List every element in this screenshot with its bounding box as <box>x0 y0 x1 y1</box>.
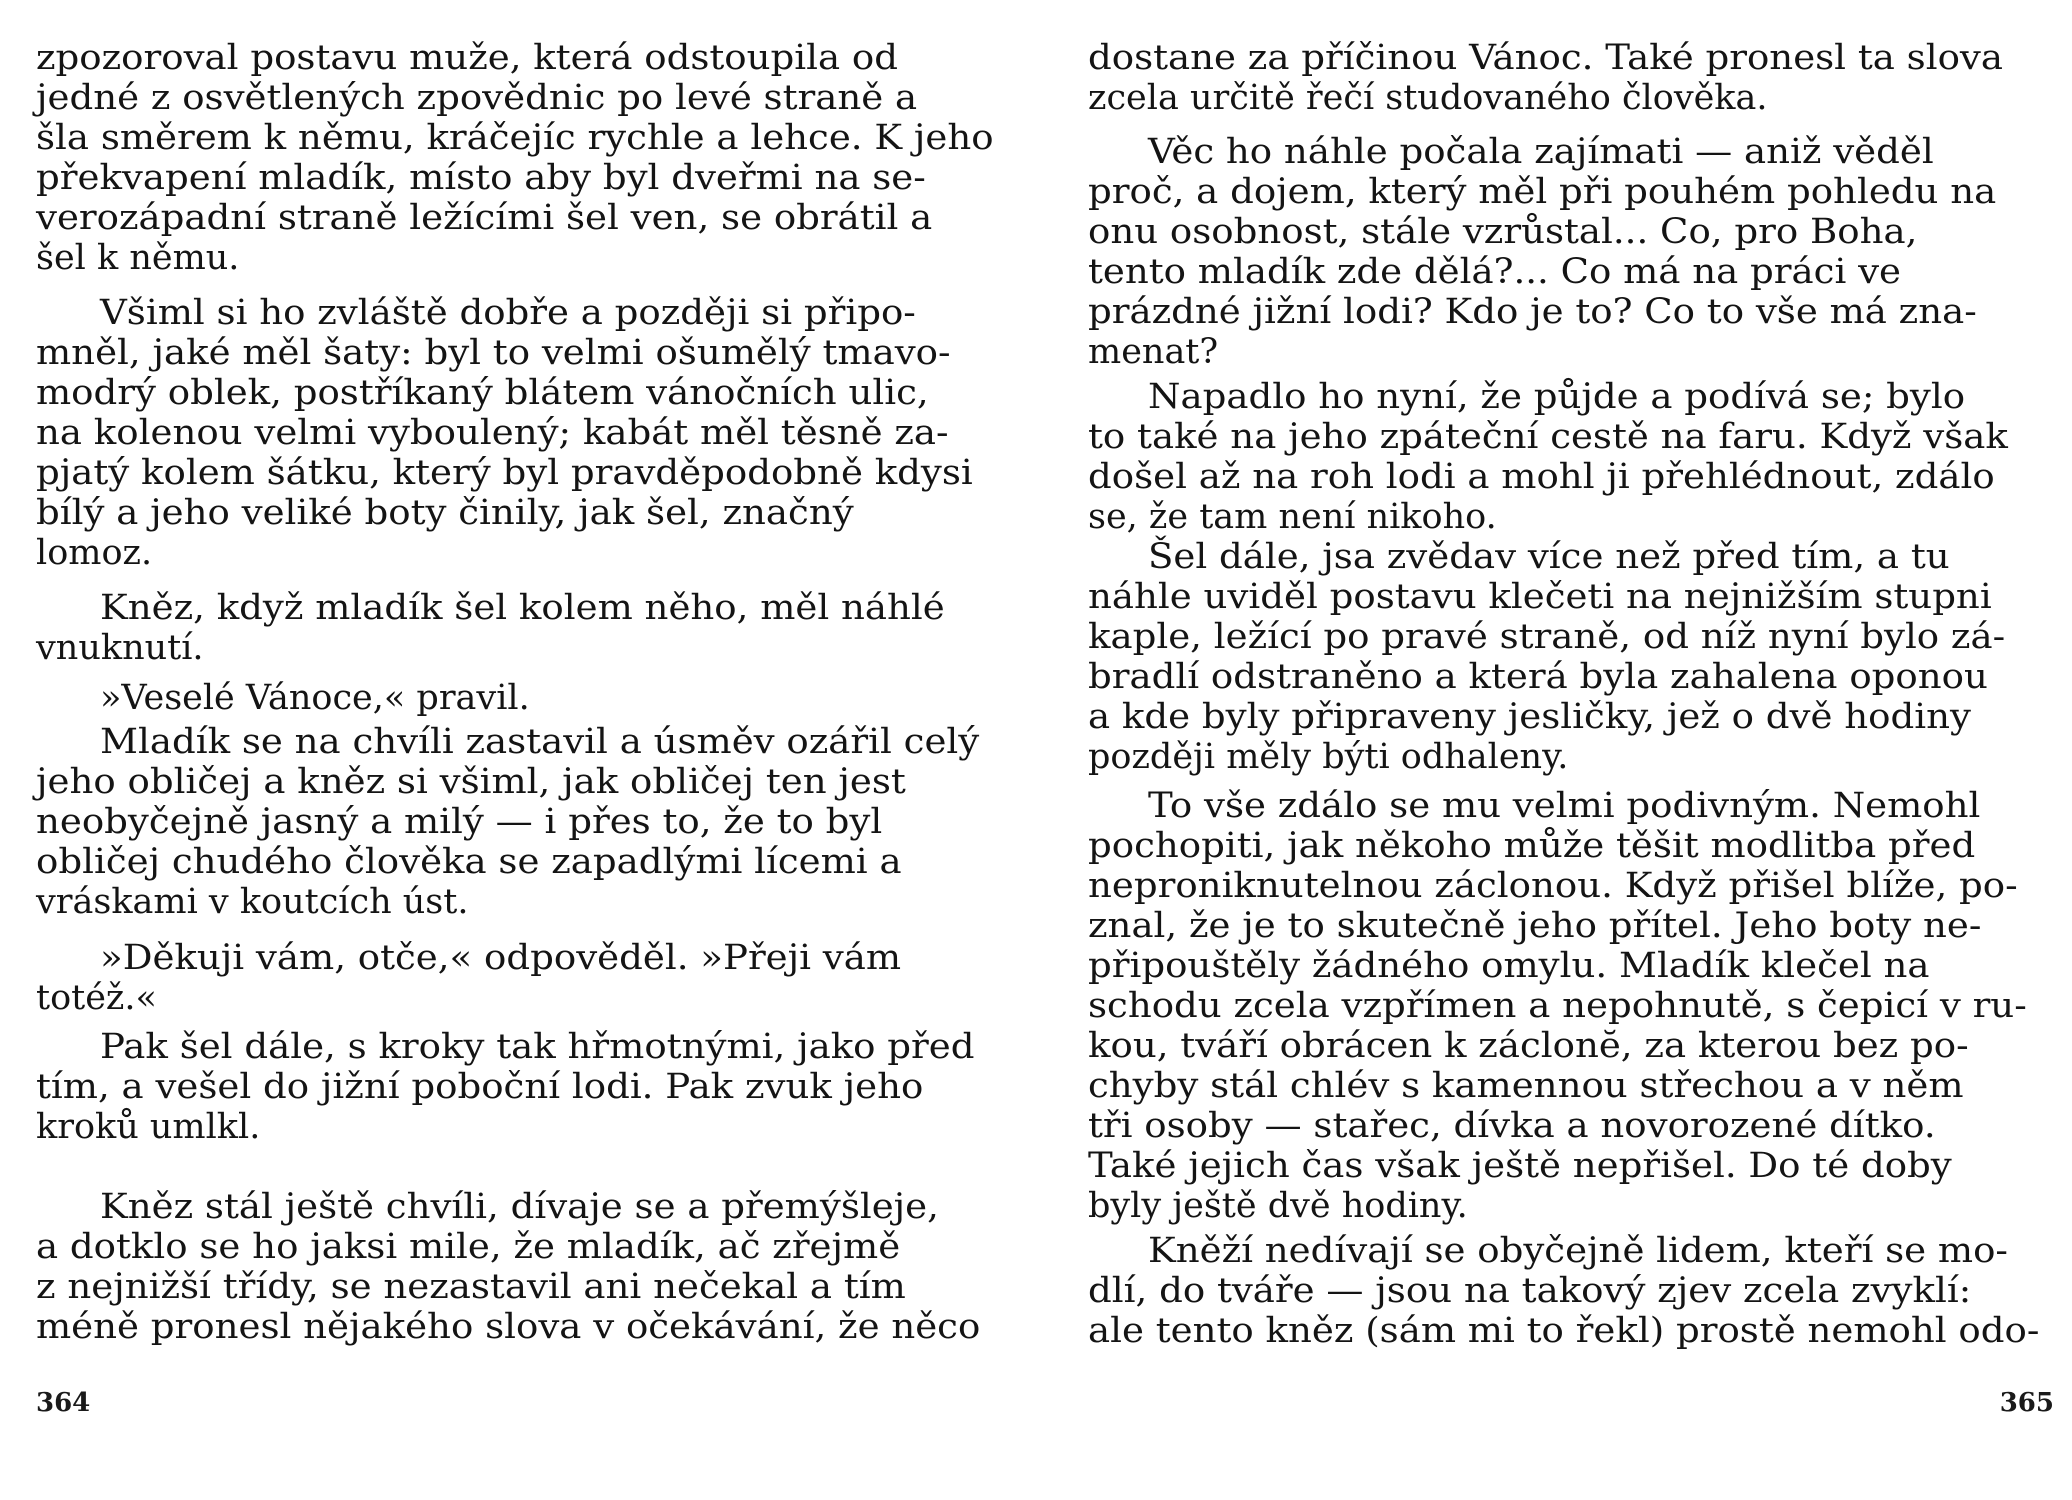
text-line: prázdné jižní lodi? Kdo je to? Co to vše má zna- <box>1088 292 1977 332</box>
text-line: obličej chudého člověka se zapadlými lícemi a <box>36 842 902 882</box>
text-line: verozápadní straně ležícími šel ven, se obrátil a <box>36 198 933 238</box>
text-line: šla směrem k němu, kráčejíc rychle a lehce. K jeho <box>36 118 994 158</box>
text-line: Šel dále, jsa zvědav více než před tím, a tu <box>1148 537 1950 577</box>
text-line: schodu zcela vzpřímen a nepohnutě, s čepicí v ru- <box>1088 986 2027 1026</box>
text-line: jeho obličej a kněz si všiml, jak obličej ten jest <box>36 762 906 802</box>
text-line: neobyčejně jasný a milý — i přes to, že to byl <box>36 802 883 842</box>
text-line: modrý oblek, postříkaný blátem vánočních ulic, <box>36 373 929 413</box>
text-line: a dotklo se ho jaksi mile, že mladík, ač zřejmě <box>36 1227 901 1267</box>
text-line: ale tento kněz (sám mi to řekl) prostě nemohl odo- <box>1088 1311 2040 1351</box>
text-line: se, že tam není nikoho. <box>1088 497 1497 537</box>
text-line: onu osobnost, stále vzrůstal... Co, pro Boha, <box>1088 212 1918 252</box>
text-line: chyby stál chlév s kamennou střechou a v něm <box>1088 1066 1964 1106</box>
text-line: Kněží nedívají se obyčejně lidem, kteří se mo- <box>1148 1231 2008 1271</box>
text-line: překvapení mladík, místo aby byl dveřmi na se- <box>36 158 926 198</box>
text-line: vnuknutí. <box>36 628 204 668</box>
text-line: kou, tváří obrácen k záclonĕ, za kterou bez po- <box>1088 1026 1969 1066</box>
text-line: jedné z osvětlených zpovědnic po levé straně a <box>36 78 918 118</box>
text-line: mněl, jaké měl šaty: byl to velmi ošumělý tmavo- <box>36 333 951 373</box>
page-number: 364 <box>36 1388 91 1418</box>
text-line: tři osoby — stařec, dívka a novorozené dítko. <box>1088 1106 1936 1146</box>
text-line: totéž.« <box>36 978 157 1018</box>
text-line: zcela určitě řečí studovaného člověka. <box>1088 78 1768 118</box>
text-line: znal, že je to skutečně jeho přítel. Jeho boty ne- <box>1088 906 1982 946</box>
text-line: později měly býti odhaleny. <box>1088 737 1569 777</box>
text-line: méně pronesl nějakého slova v očekávání, že něco <box>36 1307 981 1347</box>
text-line: zpozoroval postavu muže, která odstoupila od <box>36 38 899 78</box>
right-page <box>1036 0 2072 1500</box>
text-line: Věc ho náhle počala zajímati — aniž věděl <box>1148 132 1934 172</box>
text-line: To vše zdálo se mu velmi podivným. Nemohl <box>1148 786 1981 826</box>
text-line: Kněz, když mladík šel kolem něho, měl náhlé <box>100 588 945 628</box>
text-line: Kněz stál ještě chvíli, dívaje se a přemýšleje, <box>100 1187 939 1227</box>
text-line: připouštěly žádného omylu. Mladík klečel na <box>1088 946 1930 986</box>
text-line: z nejnižší třídy, se nezastavil ani nečekal a tím <box>36 1267 906 1307</box>
text-line: byly ještě dvě hodiny. <box>1088 1186 1468 1226</box>
text-line: Pak šel dále, s kroky tak hřmotnými, jako před <box>100 1027 975 1067</box>
page-number: 365 <box>1999 1388 2054 1418</box>
text-line: kroků umlkl. <box>36 1107 261 1147</box>
text-line: a kde byly připraveny jesličky, jež o dvě hodiny <box>1088 697 1971 737</box>
text-line: Napadlo ho nyní, že půjde a podívá se; bylo <box>1148 377 1966 417</box>
text-line: kaple, ležící po pravé straně, od níž nyní bylo zá- <box>1088 617 2006 657</box>
text-line: šel k němu. <box>36 238 240 278</box>
text-line: náhle uviděl postavu klečeti na nejnižším stupni <box>1088 577 1992 617</box>
text-line: na kolenou velmi vyboulený; kabát měl těsně za- <box>36 413 949 453</box>
text-line: »Děkuji vám, otče,« odpověděl. »Přeji vám <box>100 938 902 978</box>
text-line: Všiml si ho zvláště dobře a později si připo- <box>100 293 916 333</box>
text-line: »Veselé Vánoce,« pravil. <box>100 678 530 718</box>
text-line: pjatý kolem šátku, který byl pravděpodobně kdysi <box>36 453 973 493</box>
text-line: to také na jeho zpáteční cestě na faru. Když však <box>1088 417 2008 457</box>
text-line: tento mladík zde dělá?... Co má na práci ve <box>1088 252 1902 292</box>
text-line: vráskami v koutcích úst. <box>36 882 469 922</box>
text-line: proč, a dojem, který měl při pouhém pohledu na <box>1088 172 1997 212</box>
text-line: neproniknutelnou záclonou. Když přišel blíže, po- <box>1088 866 2018 906</box>
text-line: Mladík se na chvíli zastavil a úsměv ozářil celý <box>100 722 980 762</box>
text-line: pochopiti, jak někoho může těšit modlitba před <box>1088 826 1976 866</box>
text-line: dostane za příčinou Vánoc. Také pronesl ta slova <box>1088 38 2003 78</box>
text-line: lomoz. <box>36 533 153 573</box>
text-line: bradlí odstraněno a která byla zahalena oponou <box>1088 657 1988 697</box>
text-line: bílý a jeho veliké boty činily, jak šel, značný <box>36 493 854 533</box>
text-line: menat? <box>1088 332 1219 372</box>
text-line: došel až na roh lodi a mohl ji přehlédnout, zdálo <box>1088 457 1995 497</box>
text-line: tím, a vešel do jižní poboční lodi. Pak zvuk jeho <box>36 1067 924 1107</box>
text-line: dlí, do tváře — jsou na takový zjev zcela zvyklí: <box>1088 1271 1972 1311</box>
text-line: Také jejich čas však ještě nepřišel. Do té doby <box>1088 1146 1952 1186</box>
